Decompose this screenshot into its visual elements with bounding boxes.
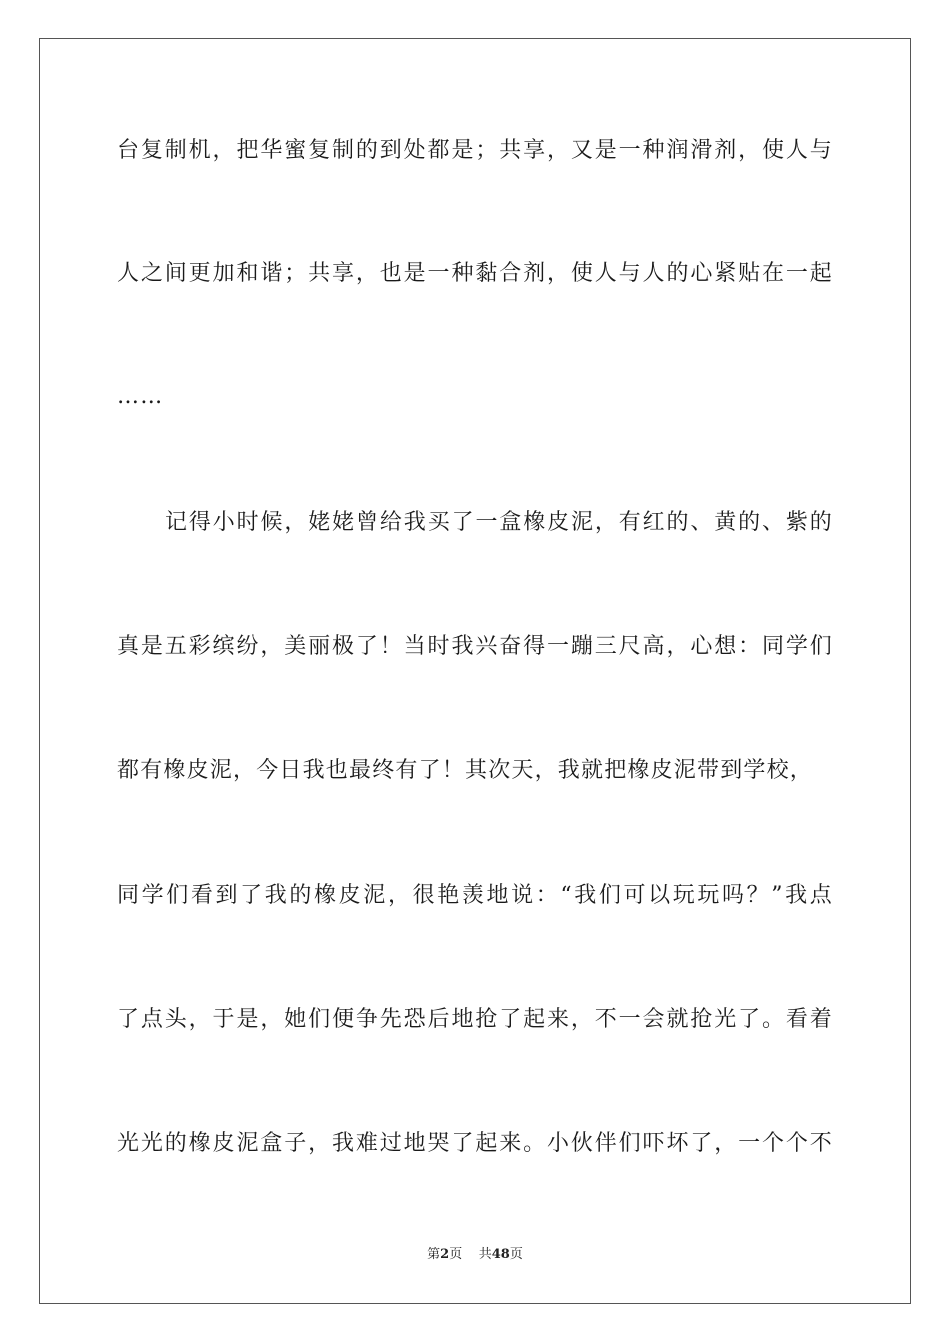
page-border — [39, 38, 911, 1304]
paragraph-first-line: 记得小时候，姥姥曾给我买了一盒橡皮泥，有红的、黄的、紫的 — [165, 510, 833, 535]
text-line: 台复制机，把华蜜复制的到处都是；共享，又是一种润滑剂，使人与 — [117, 138, 833, 163]
text-line: 光光的橡皮泥盒子，我难过地哭了起来。小伙伴们吓坏了，一个个不 — [117, 1131, 833, 1156]
text-line: 人之间更加和谐；共享，也是一种黏合剂，使人与人的心紧贴在一起 — [117, 261, 833, 286]
footer-total-prefix: 共 — [478, 1247, 492, 1262]
text-line-ellipsis: …… — [117, 384, 164, 409]
text-line: 了点头，于是，她们便争先恐后地抢了起来，不一会就抢光了。看着 — [117, 1007, 833, 1032]
footer-page-prefix: 第 — [427, 1247, 441, 1262]
text-line: 都有橡皮泥，今日我也最终有了！其次天，我就把橡皮泥带到学校， — [117, 758, 814, 783]
text-line: 真是五彩缤纷，美丽极了！当时我兴奋得一蹦三尺高，心想：同学们 — [117, 634, 833, 659]
footer-page-number: 2 — [440, 1247, 450, 1262]
footer-total-pages: 48 — [491, 1247, 510, 1262]
text-line: 同学们看到了我的橡皮泥，很艳羡地说：“我们可以玩玩吗？”我点 — [117, 883, 833, 908]
footer-page-suffix: 页 — [449, 1247, 463, 1262]
footer-total-suffix: 页 — [509, 1247, 523, 1262]
page-footer — [0, 1246, 950, 1264]
